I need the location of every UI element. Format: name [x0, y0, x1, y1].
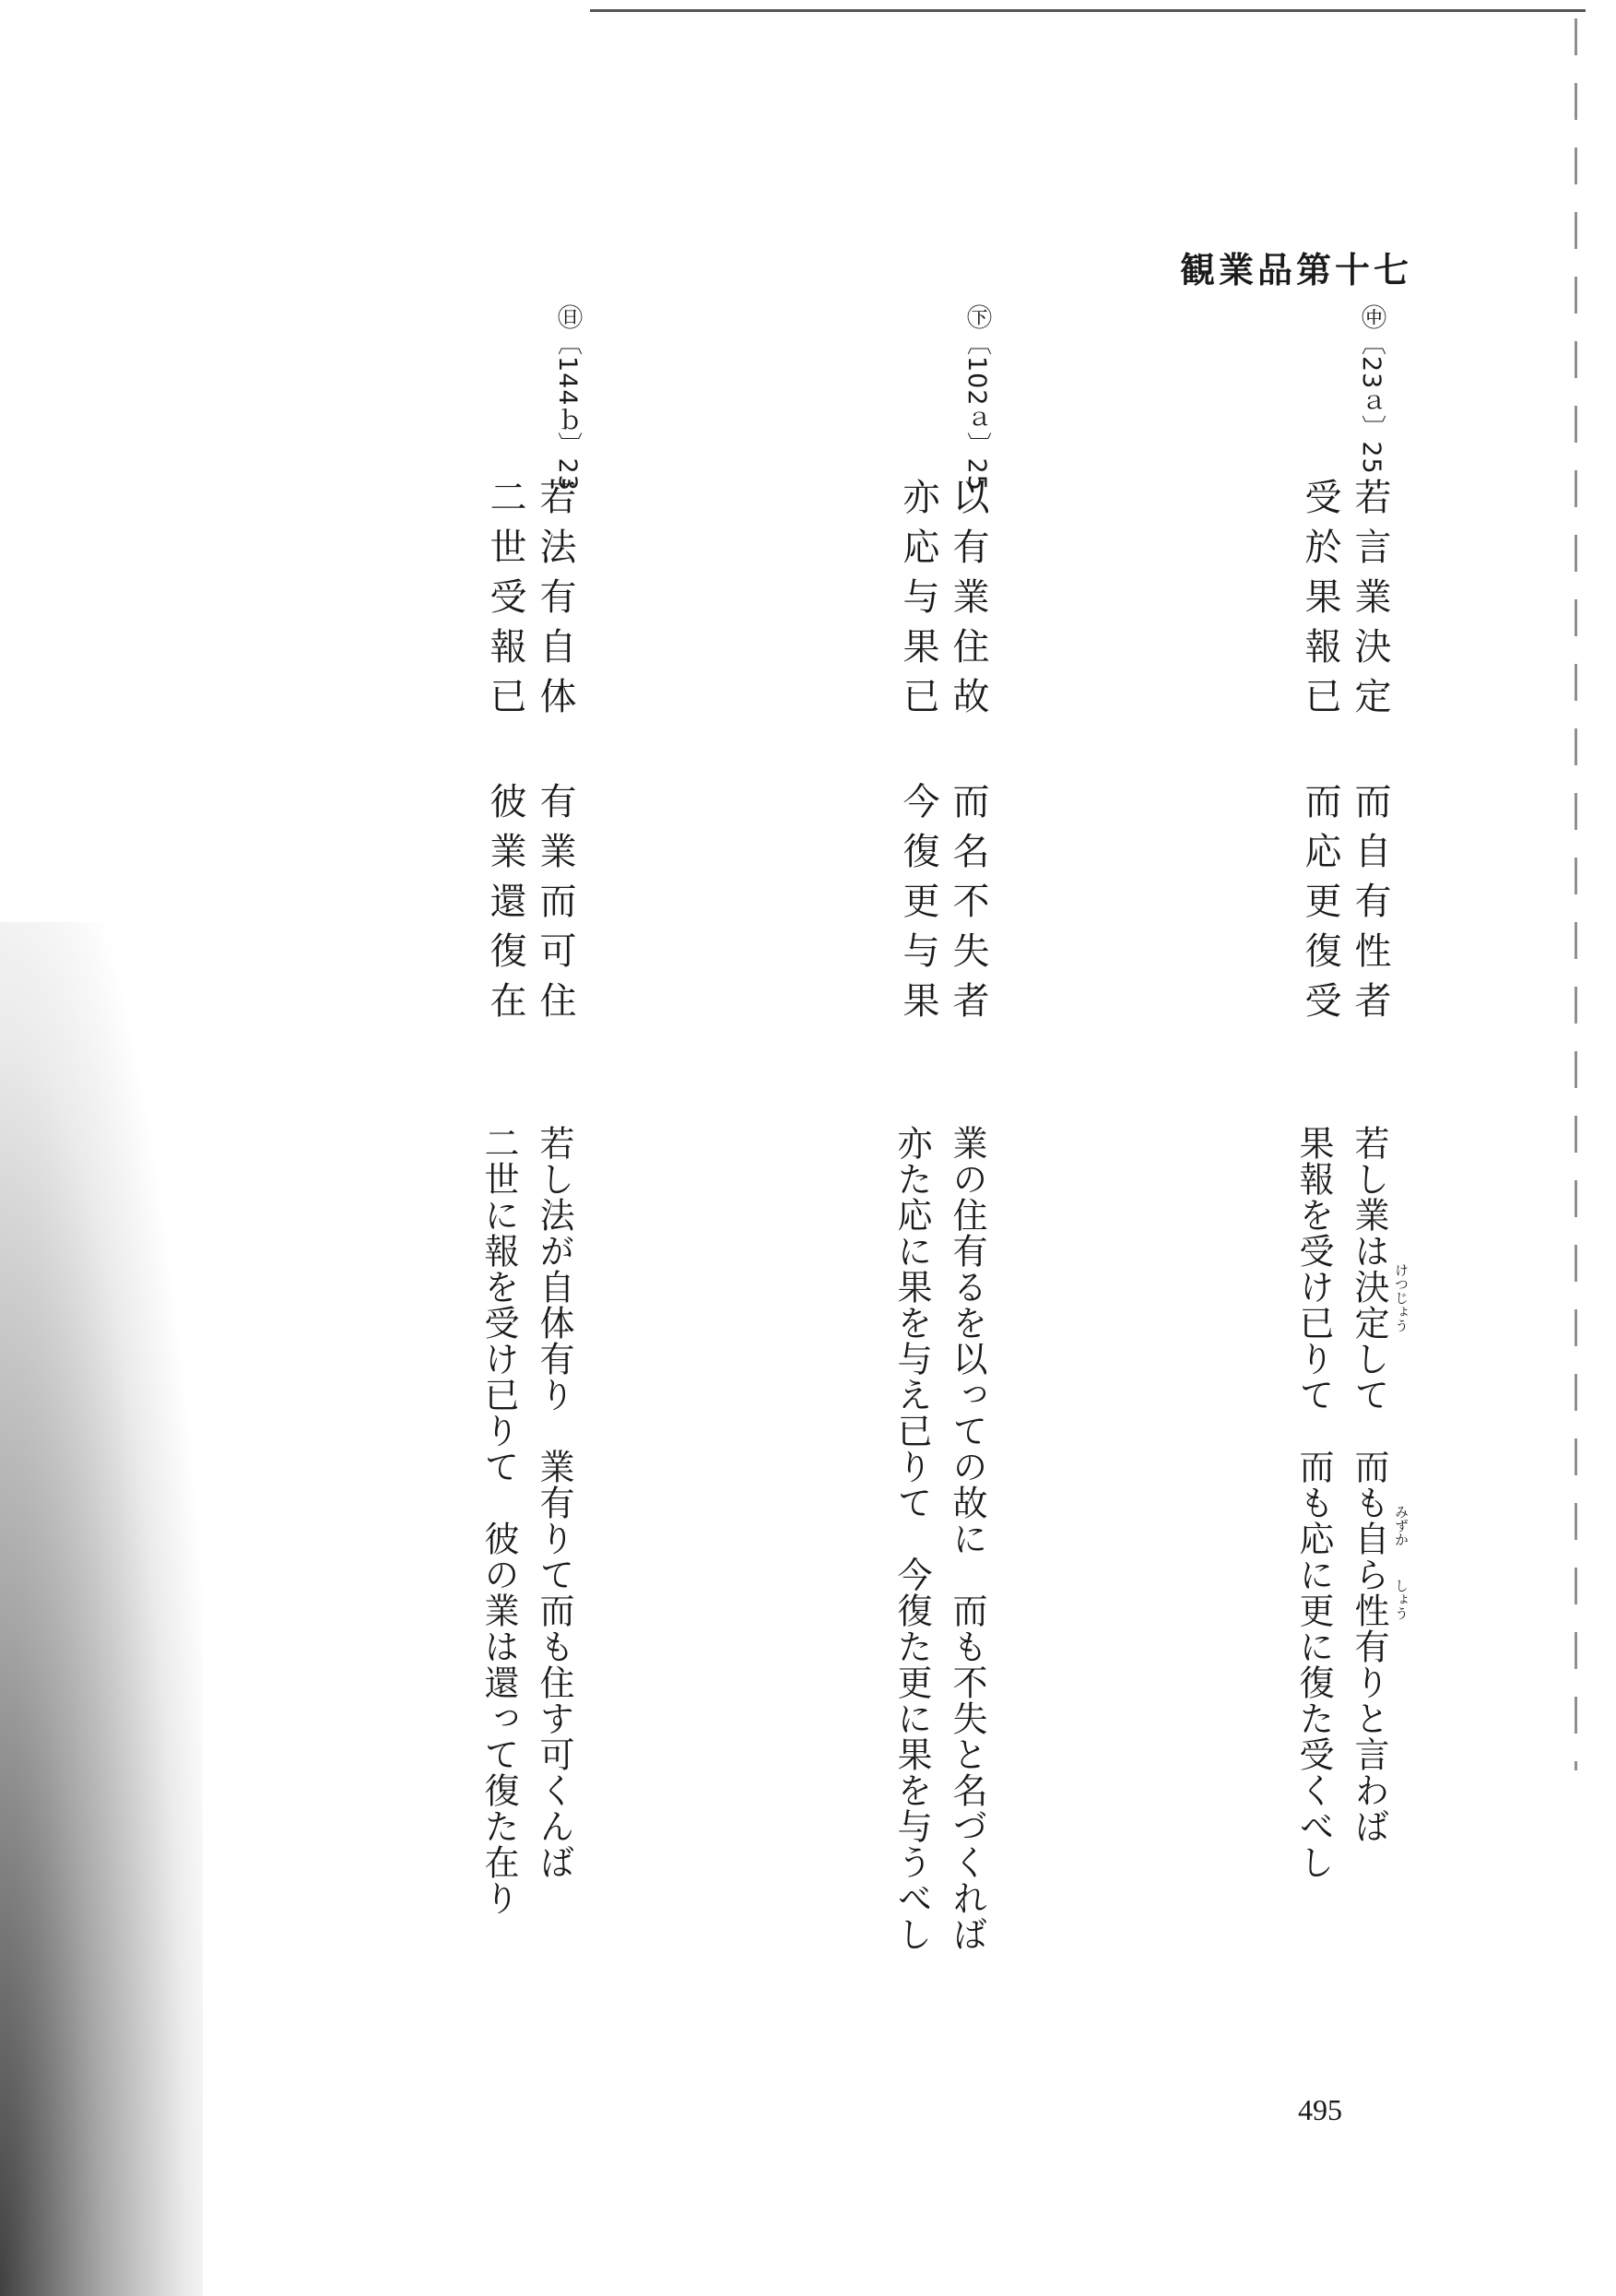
verse-2-line-1a: 以有業住故	[947, 478, 989, 727]
scan-right-rule	[1575, 18, 1577, 1770]
verse-1-line-2a: 受於果報已	[1299, 478, 1341, 727]
verse-3-line-2a: 二世受報已	[484, 478, 526, 727]
verse-3-reading-2: 二世に報を受け已りて 彼の業は還って復た在り	[478, 1125, 519, 1916]
verse-3-reading-1: 若し法が自体有り 業有りて而も住す可くんば	[534, 1125, 574, 1880]
verse-1-line-1b: 而自有性者	[1349, 782, 1391, 1031]
verse-3-line-1b: 有業而可住	[534, 782, 576, 1031]
scan-top-rule	[590, 9, 1586, 12]
chapter-title: 観業品第十七	[1180, 250, 1413, 290]
verse-2-line-2b: 今復更与果	[897, 782, 939, 1031]
verse-2-reading-2: 亦た応に果を与え已りて 今復た更に果を与うべし	[891, 1125, 932, 1952]
verse-1-line-2b: 而応更復受	[1299, 782, 1341, 1031]
verse-1-ruby-3: しょう	[1393, 1579, 1410, 1620]
verse-3-line-2b: 彼業還復在	[484, 782, 526, 1031]
verse-3-line-1a: 若法有自体	[534, 478, 576, 727]
verse-1-ruby-1: けつじょう	[1393, 1263, 1410, 1332]
verse-1-reading-2: 果報を受け已りて 而も応に更に復た受くべし	[1293, 1125, 1334, 1880]
verse-2-reading-1: 業の住有るを以っての故に 而も不失と名づくれば	[947, 1125, 987, 1952]
page-number: 495	[1298, 2093, 1342, 2126]
verse-1-ruby-2: みずか	[1393, 1505, 1410, 1546]
verse-1-reference: ㊥〔23ａ〕25	[1357, 304, 1386, 475]
verse-3-reference: ㊐〔144ｂ〕23	[553, 304, 582, 491]
verse-2-reference: ㊦〔102ａ〕25	[962, 304, 991, 491]
verse-2-line-1b: 而名不失者	[947, 782, 989, 1031]
scan-shadow	[0, 922, 203, 2296]
verse-2-line-2a: 亦応与果已	[897, 478, 939, 727]
verse-1-reading-1: 若し業は決定して 而も自ら性有りと言わば	[1349, 1125, 1389, 1844]
verse-1-line-1a: 若言業決定	[1349, 478, 1391, 727]
